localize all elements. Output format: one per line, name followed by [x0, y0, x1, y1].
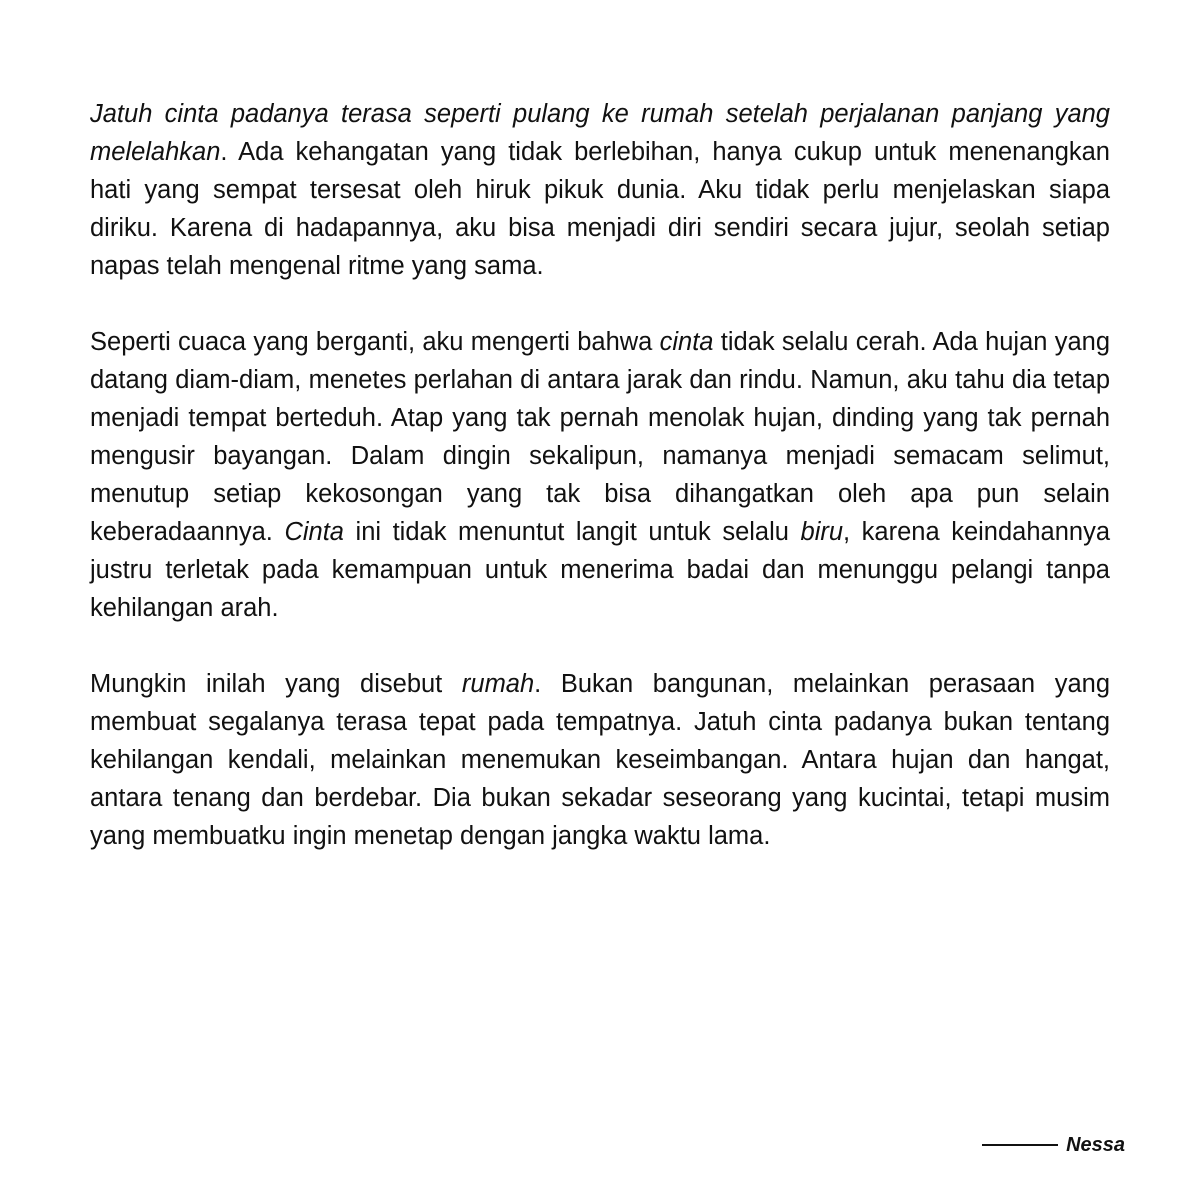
paragraph-1-segment-1: Jatuh cinta padanya terasa seperti pulang ke rumah setelah perjalanan panjang yang melelahkan	[90, 100, 1110, 166]
paragraph-2-segment-4: Cinta	[284, 518, 344, 546]
paragraph-2	[90, 323, 1110, 627]
paragraph-3	[90, 665, 1110, 855]
paragraph-3-segment-3: . Bukan bangunan, melainkan perasaan yang membuat segalanya terasa tepat pada tempatnya. Jatuh cinta padanya bukan tentang kehilangan kendali, melainkan menemukan keseimbangan. Antara hujan dan hangat, antara tenang dan berdebar. Dia bukan sekadar seseorang yang kucintai, tetapi musim yang membuatku ingin menetap dengan jangka waktu lama.	[90, 670, 1110, 850]
paragraph-2-segment-3: tidak selalu cerah. Ada hujan yang datang diam-diam, menetes perlahan di antara jarak dan rindu. Namun, aku tahu dia tetap menjadi tempat berteduh. Atap yang tak pernah menolak hujan, dinding yang tak pernah mengusir bayangan. Dalam dingin sekalipun, namanya menjadi semacam selimut, menutup setiap kekosongan yang tak bisa dihangatkan oleh apa pun selain keberadaannya.	[90, 328, 1111, 546]
paragraph-3-segment-2: rumah	[461, 670, 535, 698]
signature-name: Nessa	[1066, 1134, 1125, 1156]
paragraph-3-segment-1: Mungkin inilah yang disebut	[90, 670, 462, 698]
document-body	[90, 95, 1110, 893]
paragraph-2-segment-5: ini tidak menuntut langit untuk selalu	[343, 518, 801, 546]
paragraph-2-segment-6: biru	[800, 518, 844, 546]
paragraph-2-segment-1: Seperti cuaca yang berganti, aku mengerti bahwa	[90, 328, 660, 356]
paragraph-1-segment-2: . Ada kehangatan yang tidak berlebihan, hanya cukup untuk menenangkan hati yang sempat tersesat oleh hiruk pikuk dunia. Aku tidak perlu menjelaskan siapa diriku. Karena di hadapannya, aku bisa menjadi diri sendiri secara jujur, seolah setiap napas telah mengenal ritme yang sama.	[90, 138, 1110, 280]
paragraph-2-segment-7: , karena keindahannya justru terletak pada kemampuan untuk menerima badai dan menunggu pelangi tanpa kehilangan arah.	[90, 518, 1111, 622]
signature	[982, 1132, 1125, 1158]
signature-dash	[982, 1144, 1058, 1146]
paragraph-2-segment-2: cinta	[659, 328, 714, 356]
paragraph-1	[90, 95, 1110, 285]
